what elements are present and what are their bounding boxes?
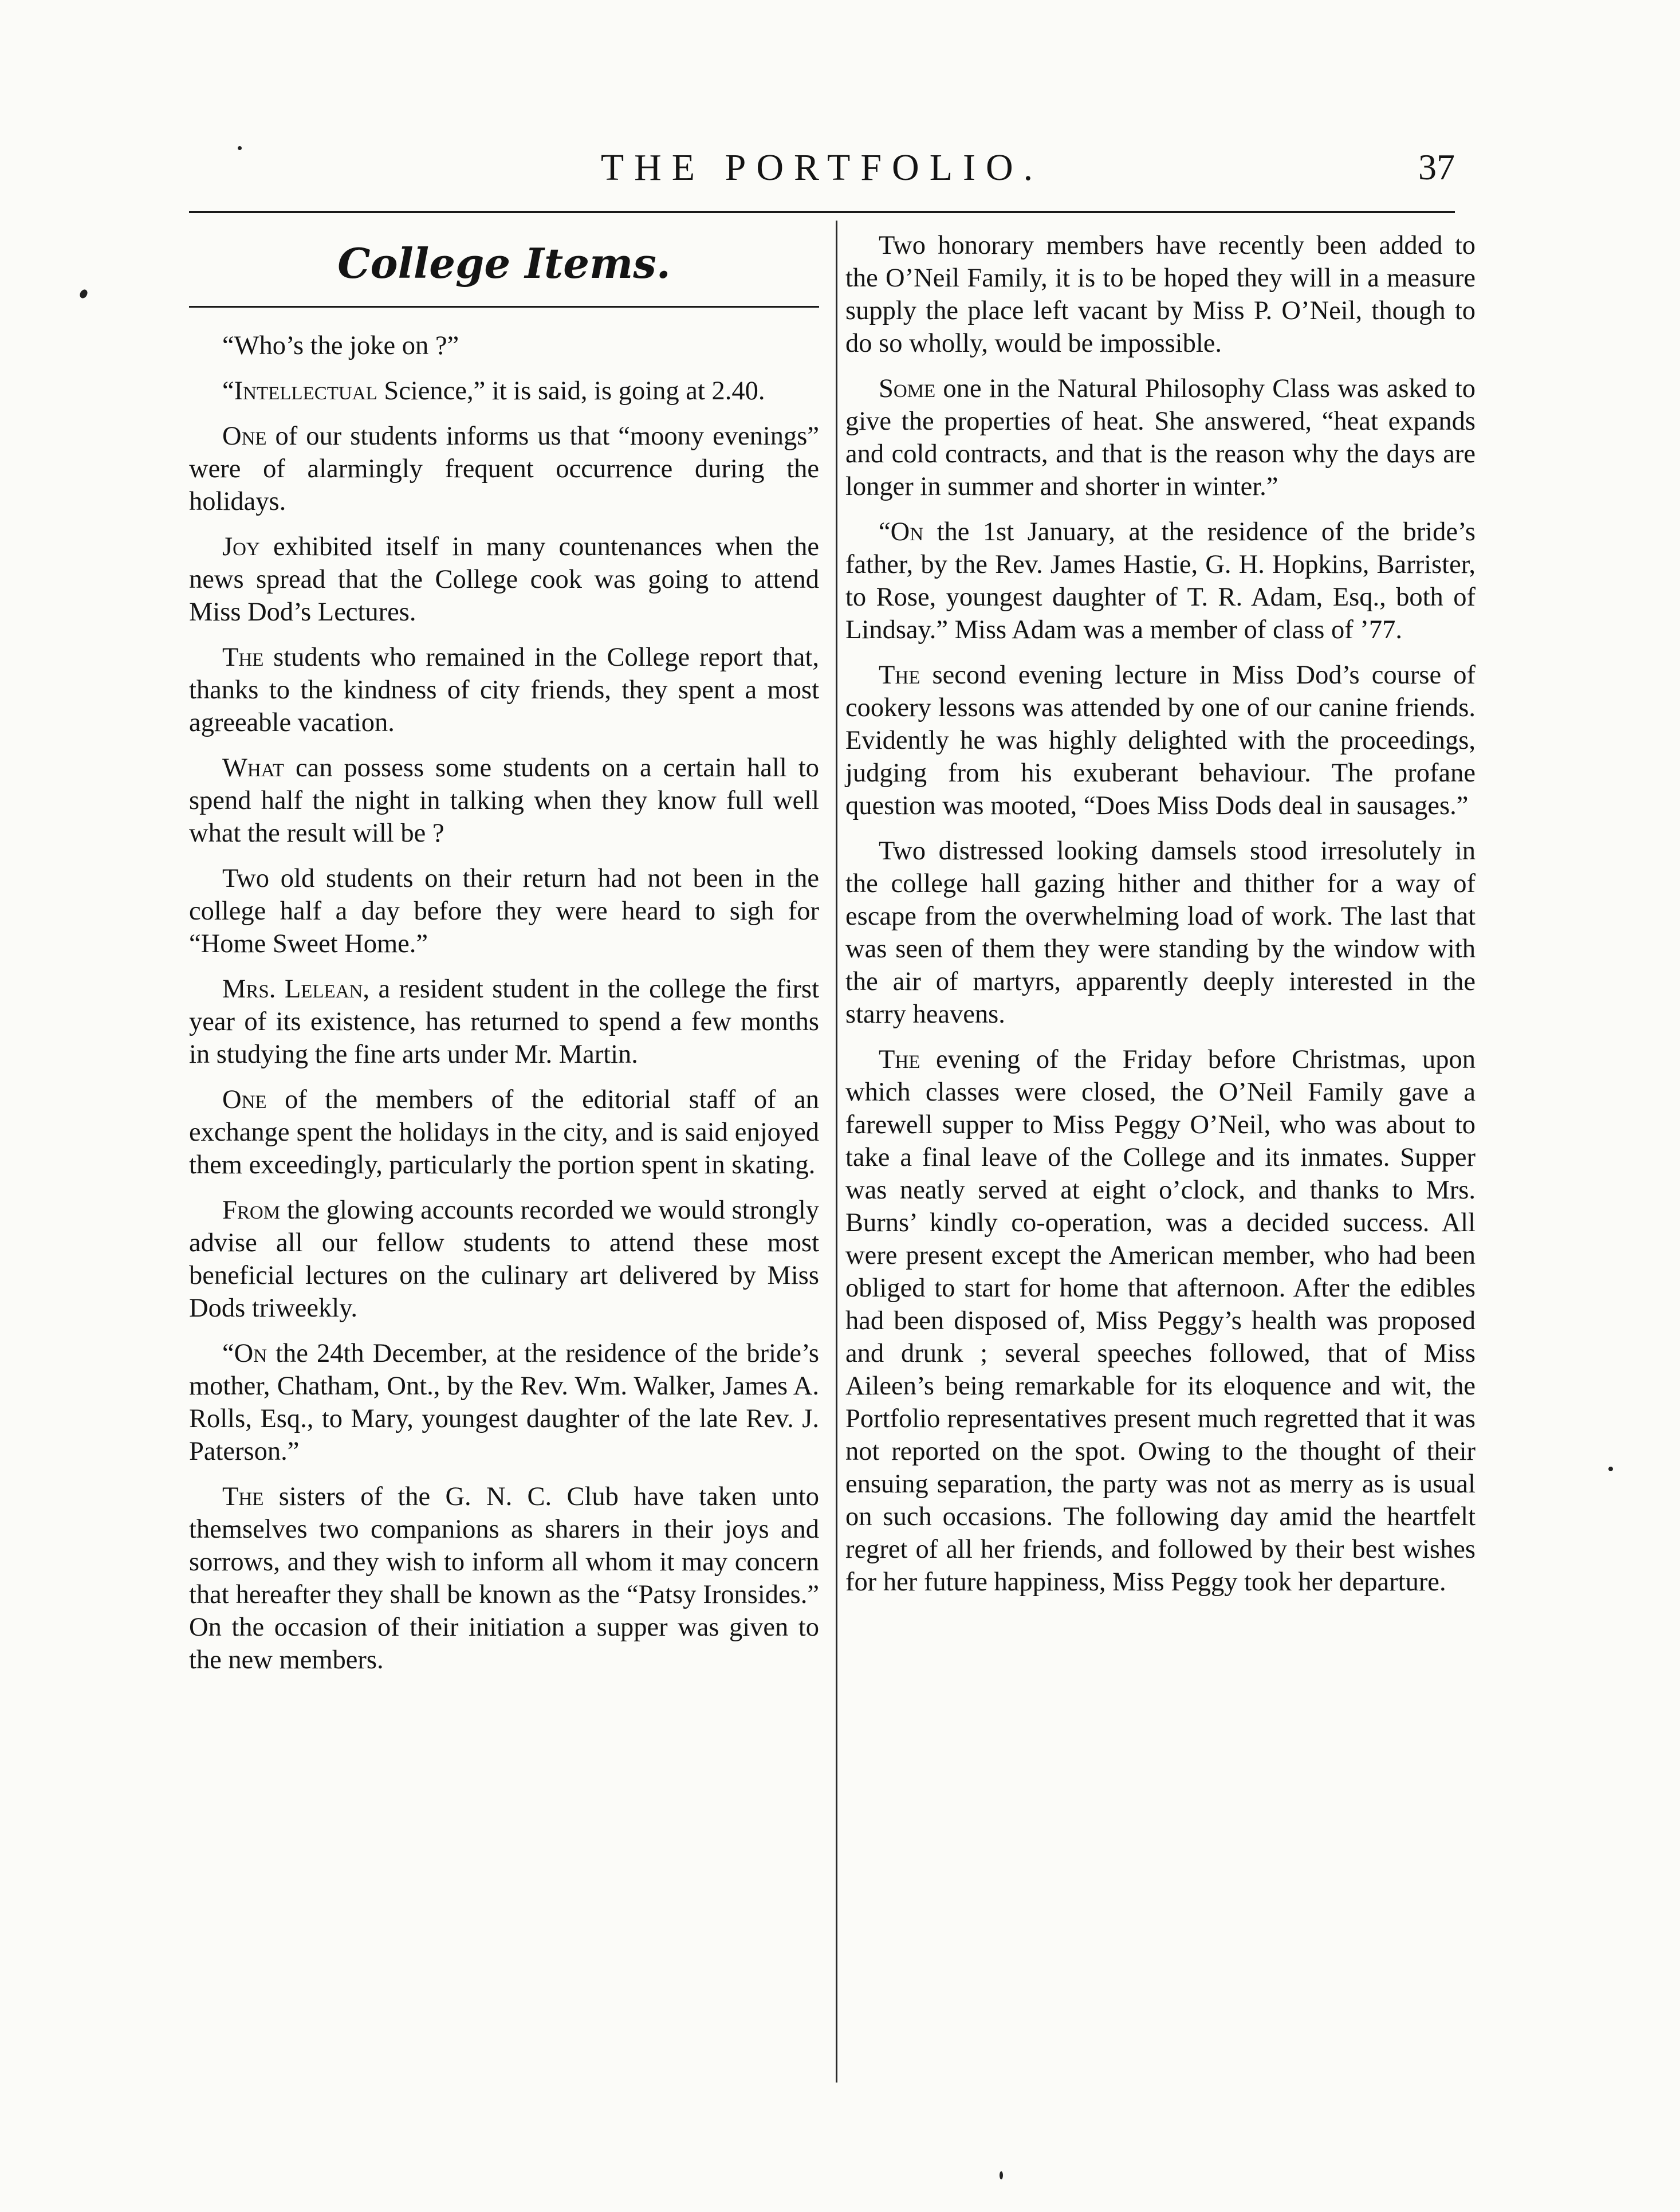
speck-mark — [78, 288, 89, 300]
news-item — [189, 531, 819, 628]
news-item-text: of our students informs us that “moony evenings” were of alarmingly frequent occurrence during the holidays. — [189, 422, 819, 516]
left-column-items — [189, 329, 819, 1676]
news-item-text: second evening lecture in Miss Dod’s course of cookery lessons was attended by one of our canine friends. Evidently he was highly delighted with the proceedings, judging from his exuberant behaviour. The profane question was mooted, “Does Miss Dods deal in sausages.” — [845, 661, 1476, 820]
news-item-text: the glowing accounts recorded we would strongly advise all our fellow students to attend these most beneficial lectures on the culinary art delivered by Miss Dods triweekly. — [189, 1196, 819, 1323]
news-item-lead: One — [222, 422, 267, 451]
news-item-text: of the members of the editorial staff of an exchange spent the holidays in the city, and is said enjoyed them exceedingly, particularly the portion spent in skating. — [189, 1085, 819, 1180]
news-item — [189, 1337, 819, 1468]
news-item — [845, 516, 1476, 646]
news-item-lead: The — [222, 1482, 264, 1511]
news-item-text: Two honorary members have recently been added to the O’Neil Family, it is to be hoped they will in a measure supply the place left vacant by Miss P. O’Neil, though to do so wholly, would be impossible. — [845, 231, 1476, 358]
news-item — [189, 973, 819, 1071]
right-column — [845, 229, 1476, 1611]
news-item — [189, 1083, 819, 1181]
news-item-text: sisters of the G. N. C. Club have taken unto themselves two companions as sharers in their joys and sorrows, and they wish to inform all whom it may concern that hereafter they shall be known as the “Patsy Ironsides.” On the occasion of their initiation a supper was given to the new members. — [189, 1482, 819, 1675]
news-item — [845, 835, 1476, 1031]
news-item — [189, 1480, 819, 1676]
news-item-lead: Some — [879, 374, 936, 403]
news-item — [189, 375, 819, 407]
news-item-text: the 1st January, at the residence of the bride’s father, by the Rev. James Hastie, G. H. Hopkins, Barrister, to Rose, youngest daughter of T. R. Adam, Esq., both of Lindsay.” Miss Adam was a member of class of ’77. — [845, 517, 1476, 645]
page-header — [189, 146, 1455, 203]
news-item-text: students who remained in the College report that, thanks to the kindness of city friends, they spent a most agreeable vacation. — [189, 643, 819, 737]
left-column — [189, 229, 819, 1689]
news-item-text: one in the Natural Philosophy Class was asked to give the properties of heat. She answered, “heat expands and cold contracts, and that is the reason why the days are longer in summer and shorter in winter.” — [845, 374, 1476, 501]
news-item-lead: “Intellectual — [222, 376, 377, 406]
right-column-items — [845, 229, 1476, 1598]
heading-rule — [189, 306, 819, 308]
news-item-text: exhibited itself in many countenances when the news spread that the College cook was going to attend Miss Dod’s Lectures. — [189, 532, 819, 627]
news-item — [189, 862, 819, 960]
news-item-lead: What — [222, 753, 285, 783]
news-item — [845, 229, 1476, 360]
news-item — [845, 1043, 1476, 1598]
news-item — [189, 420, 819, 518]
news-item — [845, 659, 1476, 822]
speck-mark — [1608, 1467, 1613, 1471]
news-item — [189, 329, 819, 362]
news-item-text: a resident student in the college the first year of its existence, has returned to spend a few months in studying the fine arts under Mr. Martin. — [189, 975, 820, 1069]
running-title: THE PORTFOLIO. — [600, 147, 1044, 188]
page-number: 37 — [1418, 147, 1455, 187]
header-rule — [189, 211, 1455, 213]
news-item-text: evening of the Friday before Christmas, upon which classes were closed, the O’Neil Family gave a farewell supper to Miss Peggy O’Neil, who was about to take a final leave of the College and its inmates. Supper was neatly served at eight o’clock, and thanks to Mrs. Burns’ kindly co-operation, was a decided success. All were present except the American member, who had been obliged to start for home that afternoon. After the edibles had been disposed of, Miss Peggy’s health was proposed and drunk ; several speeches followed, that of Miss Aileen’s being remarkable for its eloquence and wit, the Portfolio representatives present much regretted that it was not reported on the spot. Owing to the thought of their ensuing separation, the party was not as merry as is usual on such occasions. The following day amid the heartfelt regret of all her friends, and followed by their best wishes for her future happiness, Miss Peggy took her departure. — [845, 1045, 1476, 1597]
news-item-lead: One — [222, 1085, 267, 1114]
news-item-lead: Joy — [222, 532, 260, 561]
section-heading: College Items. — [337, 239, 671, 288]
news-item-text: Science,” it is said, is going at 2.40. — [377, 376, 765, 406]
news-item-lead: The — [879, 661, 920, 690]
news-item-text: “Who’s the joke on ?” — [222, 331, 459, 360]
news-item-text: Two distressed looking damsels stood irresolutely in the college hall gazing hither and thither for a way of escape from the overwhelming load of work. The last that was seen of them they were standing by the window with the air of martyrs, apparently deeply interested in the starry heavens. — [845, 836, 1476, 1029]
news-item-text: Two old students on their return had not been in the college half a day before they were heard to sigh for “Home Sweet Home.” — [189, 864, 819, 958]
speck-mark — [1000, 2171, 1003, 2179]
news-item — [189, 641, 819, 739]
column-divider — [836, 221, 837, 2083]
news-item-text: the 24th December, at the residence of the bride’s mother, Chatham, Ont., by the Rev. Wm. Walker, James A. Rolls, Esq., to Mary, youngest daughter of the late Rev. J. Paterson.” — [189, 1339, 819, 1466]
news-item-lead: “On — [879, 517, 924, 547]
news-item-lead: The — [222, 643, 264, 672]
news-item-lead: “On — [222, 1339, 267, 1368]
speck-mark — [238, 146, 242, 150]
news-item-lead: Mrs. Lelean, — [222, 975, 369, 1004]
news-item — [845, 372, 1476, 503]
news-item-lead: From — [222, 1196, 281, 1225]
news-item — [189, 1194, 819, 1325]
news-item-lead: The — [879, 1045, 920, 1074]
news-item — [189, 752, 819, 850]
news-item-text: can possess some students on a certain hall to spend half the night in talking when they know full well what the result will be ? — [189, 753, 819, 848]
